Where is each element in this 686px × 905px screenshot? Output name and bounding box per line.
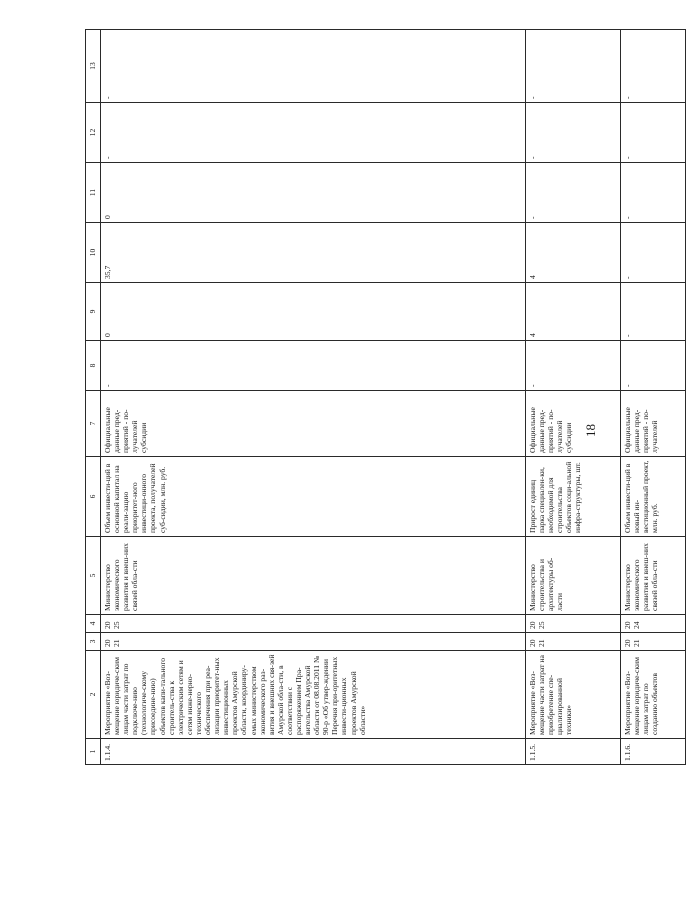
table-cell: - [526, 341, 621, 391]
table-cell: 0 [101, 163, 526, 223]
activities-table [85, 29, 686, 765]
table-cell: - [101, 341, 526, 391]
table-cell: Официальные данные пред-приятий - по-лучателей [621, 391, 686, 457]
header-cell: 13 [86, 30, 101, 103]
table-cell: Объем инвести-ций в новый ин-вестиционный проект, млн. руб. [621, 457, 686, 537]
table-cell: - [621, 341, 686, 391]
table-cell: Министерство строительства и архитектуры об-ласти [526, 537, 621, 615]
table-cell: Официальные данные пред-приятий - по-лучателей субсидии [526, 391, 621, 457]
table-cell: - [621, 223, 686, 283]
table-cell: Мероприятие «Воз-мещение юридиче-ским лицам части затрат по подключе-нию (технологиче-скому присоедине-нию) объектов капи-тального строитель-ства к электрическим сетям и сетям инже-нерно-технического обеспечения при реа-лизации приоритет-ных инвестиционных проектов Амурской области, координиру-емых министерством экономического раз-вития и внешних свя-зей Амурской обла-сти, в соответствии с распоряжением Пра-вительства Амурской области от 08.08.2011 № 90-р «Об утвер-ждении Перечня при-оритетных инвести-ционных проектов Амурской области» [101, 651, 526, 739]
table-row [526, 30, 621, 765]
header-cell: 11 [86, 163, 101, 223]
table-cell: 2025 [101, 615, 526, 633]
table-cell: Министерство экономического развития и внеш-них связей обла-сти [101, 537, 526, 615]
header-cell: 2 [86, 651, 101, 739]
header-cell: 7 [86, 391, 101, 457]
table-cell: 4 [526, 223, 621, 283]
table-cell: Официальные данные пред-приятий - по-лучателей субсидии [101, 391, 526, 457]
table-cell: Объем инвести-ций в основной капитал на реали-зацию приоритет-ного инвестици-онного проекта, получателей суб-сидии, млн. руб. [101, 457, 526, 537]
header-cell: 5 [86, 537, 101, 615]
table-cell: - [621, 30, 686, 103]
table-cell: - [526, 163, 621, 223]
table-cell: - [621, 283, 686, 341]
table-cell: - [621, 163, 686, 223]
table-cell: 2021 [526, 633, 621, 651]
table-cell: 35,7 [101, 223, 526, 283]
header-cell: 1 [86, 739, 101, 765]
table-cell: 2025 [526, 615, 621, 633]
table-cell: - [101, 30, 526, 103]
table-cell: 2021 [101, 633, 526, 651]
header-cell: 4 [86, 615, 101, 633]
header-row [86, 30, 101, 765]
table-row [621, 30, 686, 765]
header-cell: 3 [86, 633, 101, 651]
table-cell: - [621, 103, 686, 163]
table-cell: 2021 [621, 633, 686, 651]
table-cell: 1.1.5. [526, 739, 621, 765]
table-cell: 0 [101, 283, 526, 341]
table-cell: Мероприятие «Воз-мещение части затрат на приобретение спе-циализированной техники» [526, 651, 621, 739]
header-cell: 6 [86, 457, 101, 537]
header-cell: 12 [86, 103, 101, 163]
table-cell: 4 [526, 283, 621, 341]
page-number: 18 [583, 424, 598, 437]
table-cell: Министерство экономического развития и внеш-них связей обла-сти [621, 537, 686, 615]
table-cell: - [101, 103, 526, 163]
header-cell: 9 [86, 283, 101, 341]
table-cell: Мероприятие «Воз-мещение юридиче-ским лицам затрат по созданию объектов [621, 651, 686, 739]
table-cell: 1.1.6. [621, 739, 686, 765]
header-cell: 8 [86, 341, 101, 391]
header-cell: 10 [86, 223, 101, 283]
table-row [101, 30, 526, 765]
table-cell: Прирост единиц парка специален-ки, необходимой для строительства объектов соци-альной инфра-структуры, шт. [526, 457, 621, 537]
table-cell: 2024 [621, 615, 686, 633]
table-cell: 1.1.4. [101, 739, 526, 765]
table-cell: - [526, 30, 621, 103]
table-cell: - [526, 103, 621, 163]
